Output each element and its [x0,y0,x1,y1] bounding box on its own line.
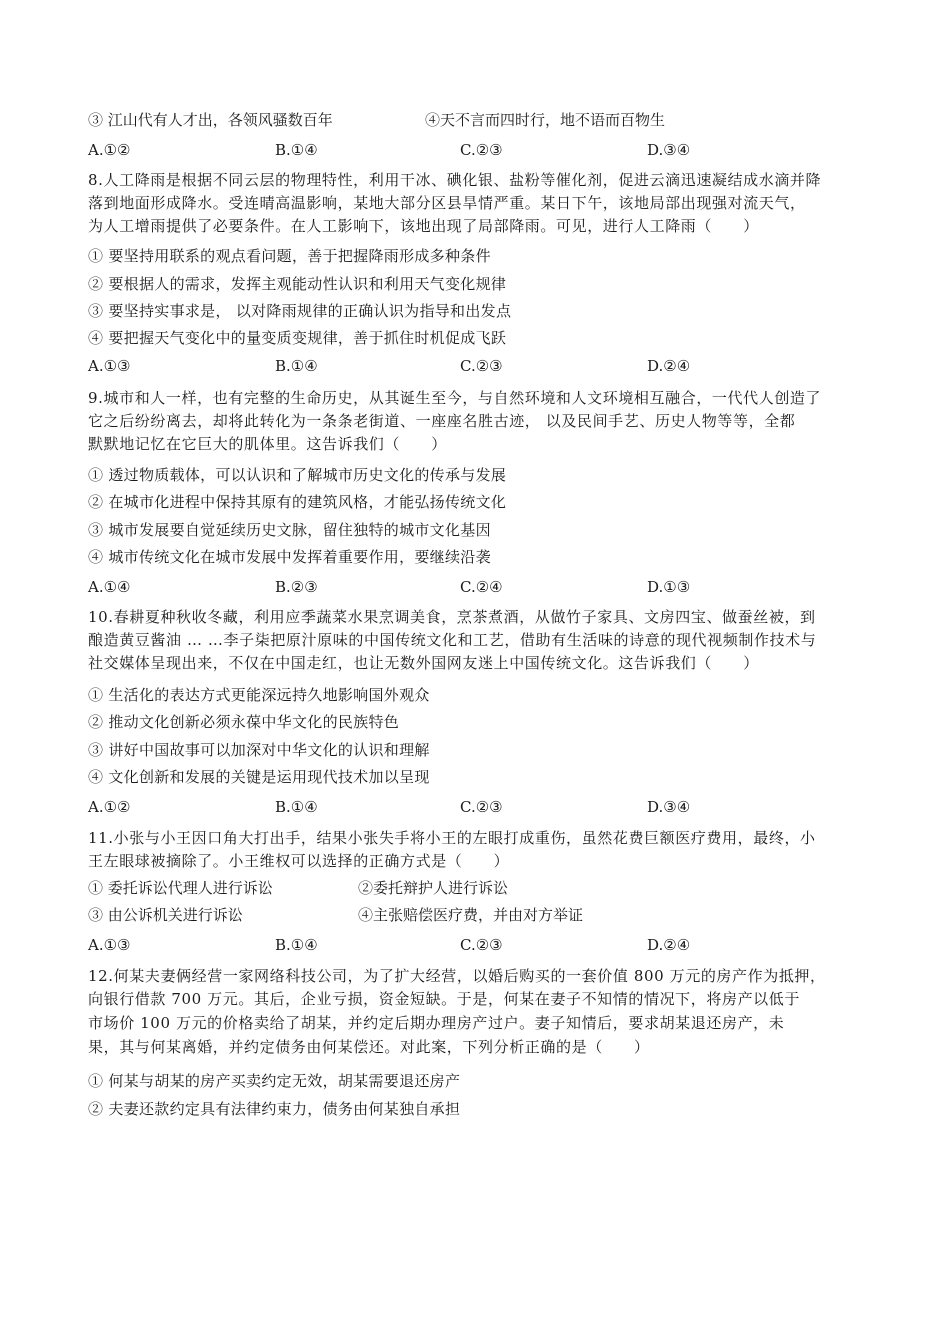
q10-stem-line-1: 10.春耕夏种秋收冬藏，利用应季蔬菜水果烹调美食，烹茶煮酒，从做竹子家具、文房四宝、做蚕丝被，到 [88,608,816,626]
q8-choice-d: D.②④ [647,357,691,375]
q10-choice-d: D.③④ [647,798,691,816]
q12-stem-line-2: 向银行借款 700 万元。其后，企业亏损，资金短缺。于是，何某在妻子不知情的情况下，将房产以低于 [88,990,800,1008]
q12-item-1: ① 何某与胡某的房产买卖约定无效，胡某需要退还房产 [88,1072,461,1090]
q9-choices [0,578,950,596]
q12-stem-line-4: 果，其与何某离婚，并约定债务由何某偿还。对此案，下列分析正确的是（ ） [88,1038,650,1056]
q7-item-4: ④天不言而四时行，地不语而百物生 [425,111,666,129]
q9-choice-a: A.①④ [88,578,131,596]
q9-stem-line-1: 9.城市和人一样，也有完整的生命历史，从其诞生至今，与自然环境和人文环境相互融合，一代代人创造了 [88,389,822,407]
q7-choice-b: B.①④ [275,141,318,159]
q11-items-row-1 [0,879,950,897]
q11-item-1: ① 委托诉讼代理人进行诉讼 [88,879,273,897]
q10-stem-line-3: 社交媒体呈现出来，不仅在中国走红，也让无数外国网友迷上中国传统文化。这告诉我们（ ） [88,654,759,672]
q10-item-2: ② 推动文化创新必须永葆中华文化的民族特色 [88,713,400,731]
q7-choice-c: C.②③ [460,141,503,159]
q11-choice-a: A.①③ [88,936,131,954]
q11-item-3: ③ 由公诉机关进行诉讼 [88,906,243,924]
q10-choice-b: B.①④ [275,798,318,816]
q12-stem-line-1: 12.何某夫妻俩经营一家网络科技公司，为了扩大经营，以婚后购买的一套价值 800 万元的房产作为抵押， [88,967,826,985]
q11-item-2: ②委托辩护人进行诉讼 [358,879,509,897]
q10-stem-line-2: 酿造黄豆酱油 … …李子柒把原汁原味的中国传统文化和工艺，借助有生活味的诗意的现代视频制作技术与 [88,631,817,649]
q7-choices [0,141,950,159]
q11-choices [0,936,950,954]
q9-item-1: ① 透过物质载体，可以认识和了解城市历史文化的传承与发展 [88,466,507,484]
q8-stem-line-1: 8.人工降雨是根据不同云层的物理特性，利用干冰、碘化银、盐粉等催化剂，促进云滴迅速凝结成水滴并降 [88,171,822,189]
q8-choice-c: C.②③ [460,357,503,375]
q10-choice-c: C.②③ [460,798,503,816]
q8-item-4: ④ 要把握天气变化中的量变质变规律，善于抓住时机促成飞跃 [88,329,507,347]
q9-item-4: ④ 城市传统文化在城市发展中发挥着重要作用，要继续沿袭 [88,548,491,566]
q9-item-2: ② 在城市化进程中保持其原有的建筑风格，才能弘扬传统文化 [88,493,507,511]
q12-stem-line-3: 市场价 100 万元的价格卖给了胡某，并约定后期办理房产过户。妻子知情后，要求胡某退还房产，未 [88,1014,785,1032]
q8-item-3: ③ 要坚持实事求是， 以对降雨规律的正确认识为指导和出发点 [88,302,512,320]
q8-stem-line-3: 为人工增雨提供了必要条件。在人工影响下，该地出现了局部降雨。可见，进行人工降雨（ ） [88,217,759,235]
q7-items-row [0,111,950,129]
q11-stem-line-1: 11.小张与小王因口角大打出手，结果小张失手将小王的左眼打成重伤，虽然花费巨额医疗费用，最终，小 [88,829,816,847]
q7-choice-a: A.①② [88,141,131,159]
q11-item-4: ④主张赔偿医疗费，并由对方举证 [358,906,584,924]
q11-choice-b: B.①④ [275,936,318,954]
q11-items-row-2 [0,906,950,924]
q7-item-3: ③ 江山代有人才出，各领风骚数百年 [88,111,333,129]
q8-choice-a: A.①③ [88,357,131,375]
q12-item-2: ② 夫妻还款约定具有法律约束力，债务由何某独自承担 [88,1100,461,1118]
q10-item-1: ① 生活化的表达方式更能深远持久地影响国外观众 [88,686,430,704]
q8-choice-b: B.①④ [275,357,318,375]
q8-item-1: ① 要坚持用联系的观点看问题，善于把握降雨形成多种条件 [88,247,491,265]
q9-choice-d: D.①③ [647,578,691,596]
q11-stem-line-2: 王左眼球被摘除了。小王维权可以选择的正确方式是（ ） [88,852,510,870]
q10-choice-a: A.①② [88,798,131,816]
q10-item-3: ③ 讲好中国故事可以加深对中华文化的认识和理解 [88,741,430,759]
q8-stem-line-2: 落到地面形成降水。受连晴高温影响，某地大部分区县旱情严重。某日下午，该地局部出现强对流天气， [88,194,806,212]
q10-choices [0,798,950,816]
q8-choices [0,357,950,375]
q10-item-4: ④ 文化创新和发展的关键是运用现代技术加以呈现 [88,768,430,786]
q9-choice-c: C.②④ [460,578,503,596]
q9-stem-line-2: 它之后纷纷离去，却将此转化为一条条老街道、一座座名胜古迹， 以及民间手艺、历史人物等等，全都 [88,412,796,430]
q11-choice-c: C.②③ [460,936,503,954]
q11-choice-d: D.②④ [647,936,691,954]
q9-stem-line-3: 默默地记忆在它巨大的肌体里。这告诉我们（ ） [88,435,447,453]
q8-item-2: ② 要根据人的需求，发挥主观能动性认识和利用天气变化规律 [88,275,507,293]
q9-choice-b: B.②③ [275,578,318,596]
q7-choice-d: D.③④ [647,141,691,159]
q9-item-3: ③ 城市发展要自觉延续历史文脉，留住独特的城市文化基因 [88,521,491,539]
